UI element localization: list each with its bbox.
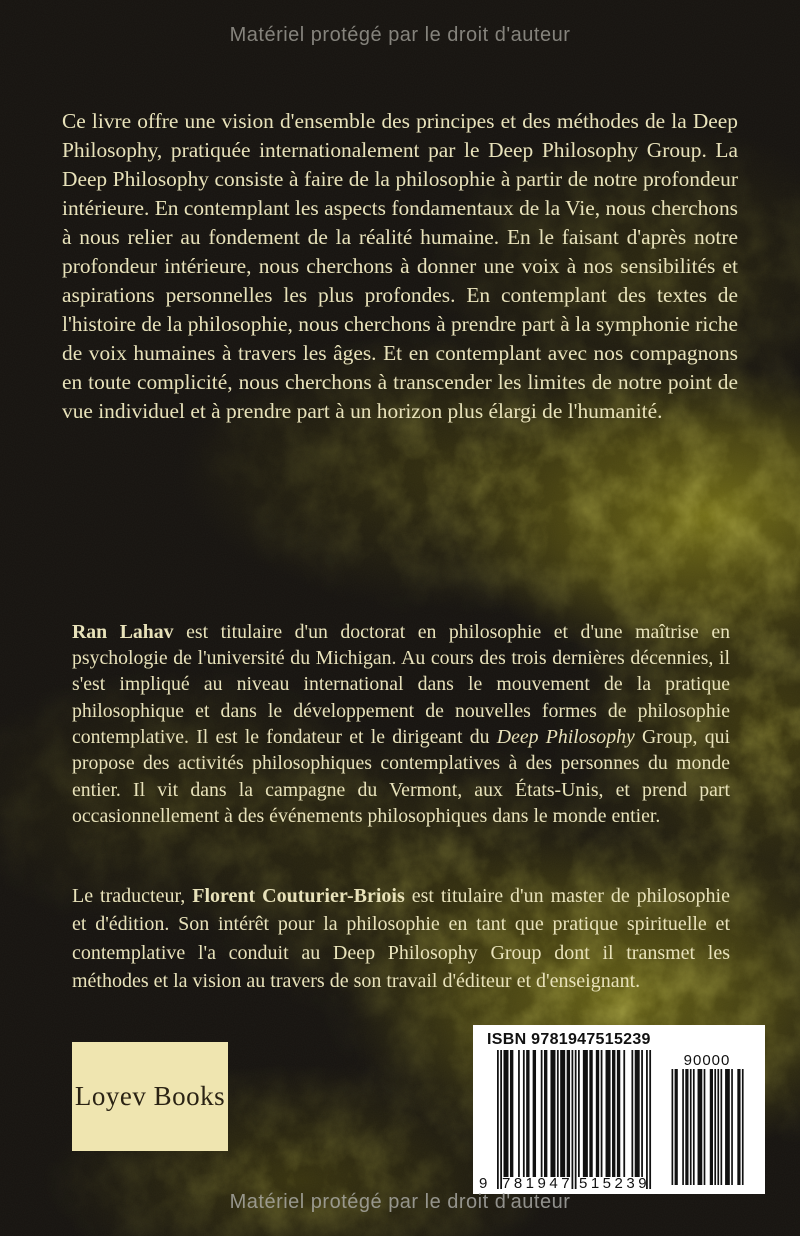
copyright-watermark-bottom: Matériel protégé par le droit d'auteur [229,1191,571,1213]
translator-bio-paragraph [72,882,730,996]
bio-text-segment: est titulaire d'un master de philosophie et d'édition. Son intérêt pour la philosophie en tant que pratique spirituelle et contemplative l'a conduit au Deep Philosophy Group dont il transmet les méthodes et la vision au travers de son travail d'éditeur et d'enseignant. [72,885,730,993]
copyright-watermark-top: Matériel protégé par le droit d'auteur [229,24,571,46]
barcode-supplement-label: 90000 [683,1052,731,1069]
barcode-digit-group1: 781947 [502,1175,574,1192]
bio-text-segment: Group, qui propose des activités philosophiques contemplatives à des personnes du monde entier. Il vit dans la campagne du Vermont, aux États-Unis, et prend part occasionnellement à des événements philosophiques dans le monde entier. [72,725,730,827]
publisher-logo [72,1042,228,1151]
bio-text-segment: est titulaire d'un doctorat en philosophie et d'une maîtrise en psychologie de l'université du Michigan. Au cours des trois dernières décennies, il s'est impliqué au niveau international dans le mouvement de la pratique philosophique et dans le développement de nouvelles formes de philosophie contemplative. Il est le fondateur et le dirigeant du [72,620,730,748]
bio-text-segment: Florent Couturier-Briois [192,885,405,907]
isbn-barcode-panel [473,1025,765,1194]
publisher-name: Loyev Books [74,1081,226,1111]
author-bio-paragraph [72,619,730,829]
bio-text-segment: Deep Philosophy [496,725,635,748]
ean13-barcode [473,1025,765,1194]
bio-text-segment: Ran Lahav [72,620,174,643]
barcode-digit-lead: 9 [479,1175,488,1192]
isbn-label: ISBN 9781947515239 [487,1031,651,1048]
barcode-digit-group2: 515239 [579,1175,651,1192]
synopsis-paragraph: Ce livre offre une vision d'ensemble des principes et des méthodes de la Deep Philosophy, pratiquée internationalement par le Deep Philosophy Group. La Deep Philosophy consiste à faire de la philosophie à partir de notre profondeur intérieure. En contemplant les aspects fondamentaux de la Vie, nous cherchons à nous relier au fondement de la réalité humaine. En le faisant d'après notre profondeur intérieure, nous cherchons à donner une voix à nos sensibilités et aspirations personnelles les plus profondes. En contemplant des textes de l'histoire de la philosophie, nous cherchons à prendre part à la symphonie riche de voix humaines à travers les âges. Et en contemplant avec nos compagnons en toute complicité, nous cherchons à transcender les limites de notre point de vue individuel et à prendre part à un horizon plus élargi de l'humanité. [62,109,738,424]
bio-text-segment: Le traducteur, [72,885,193,907]
